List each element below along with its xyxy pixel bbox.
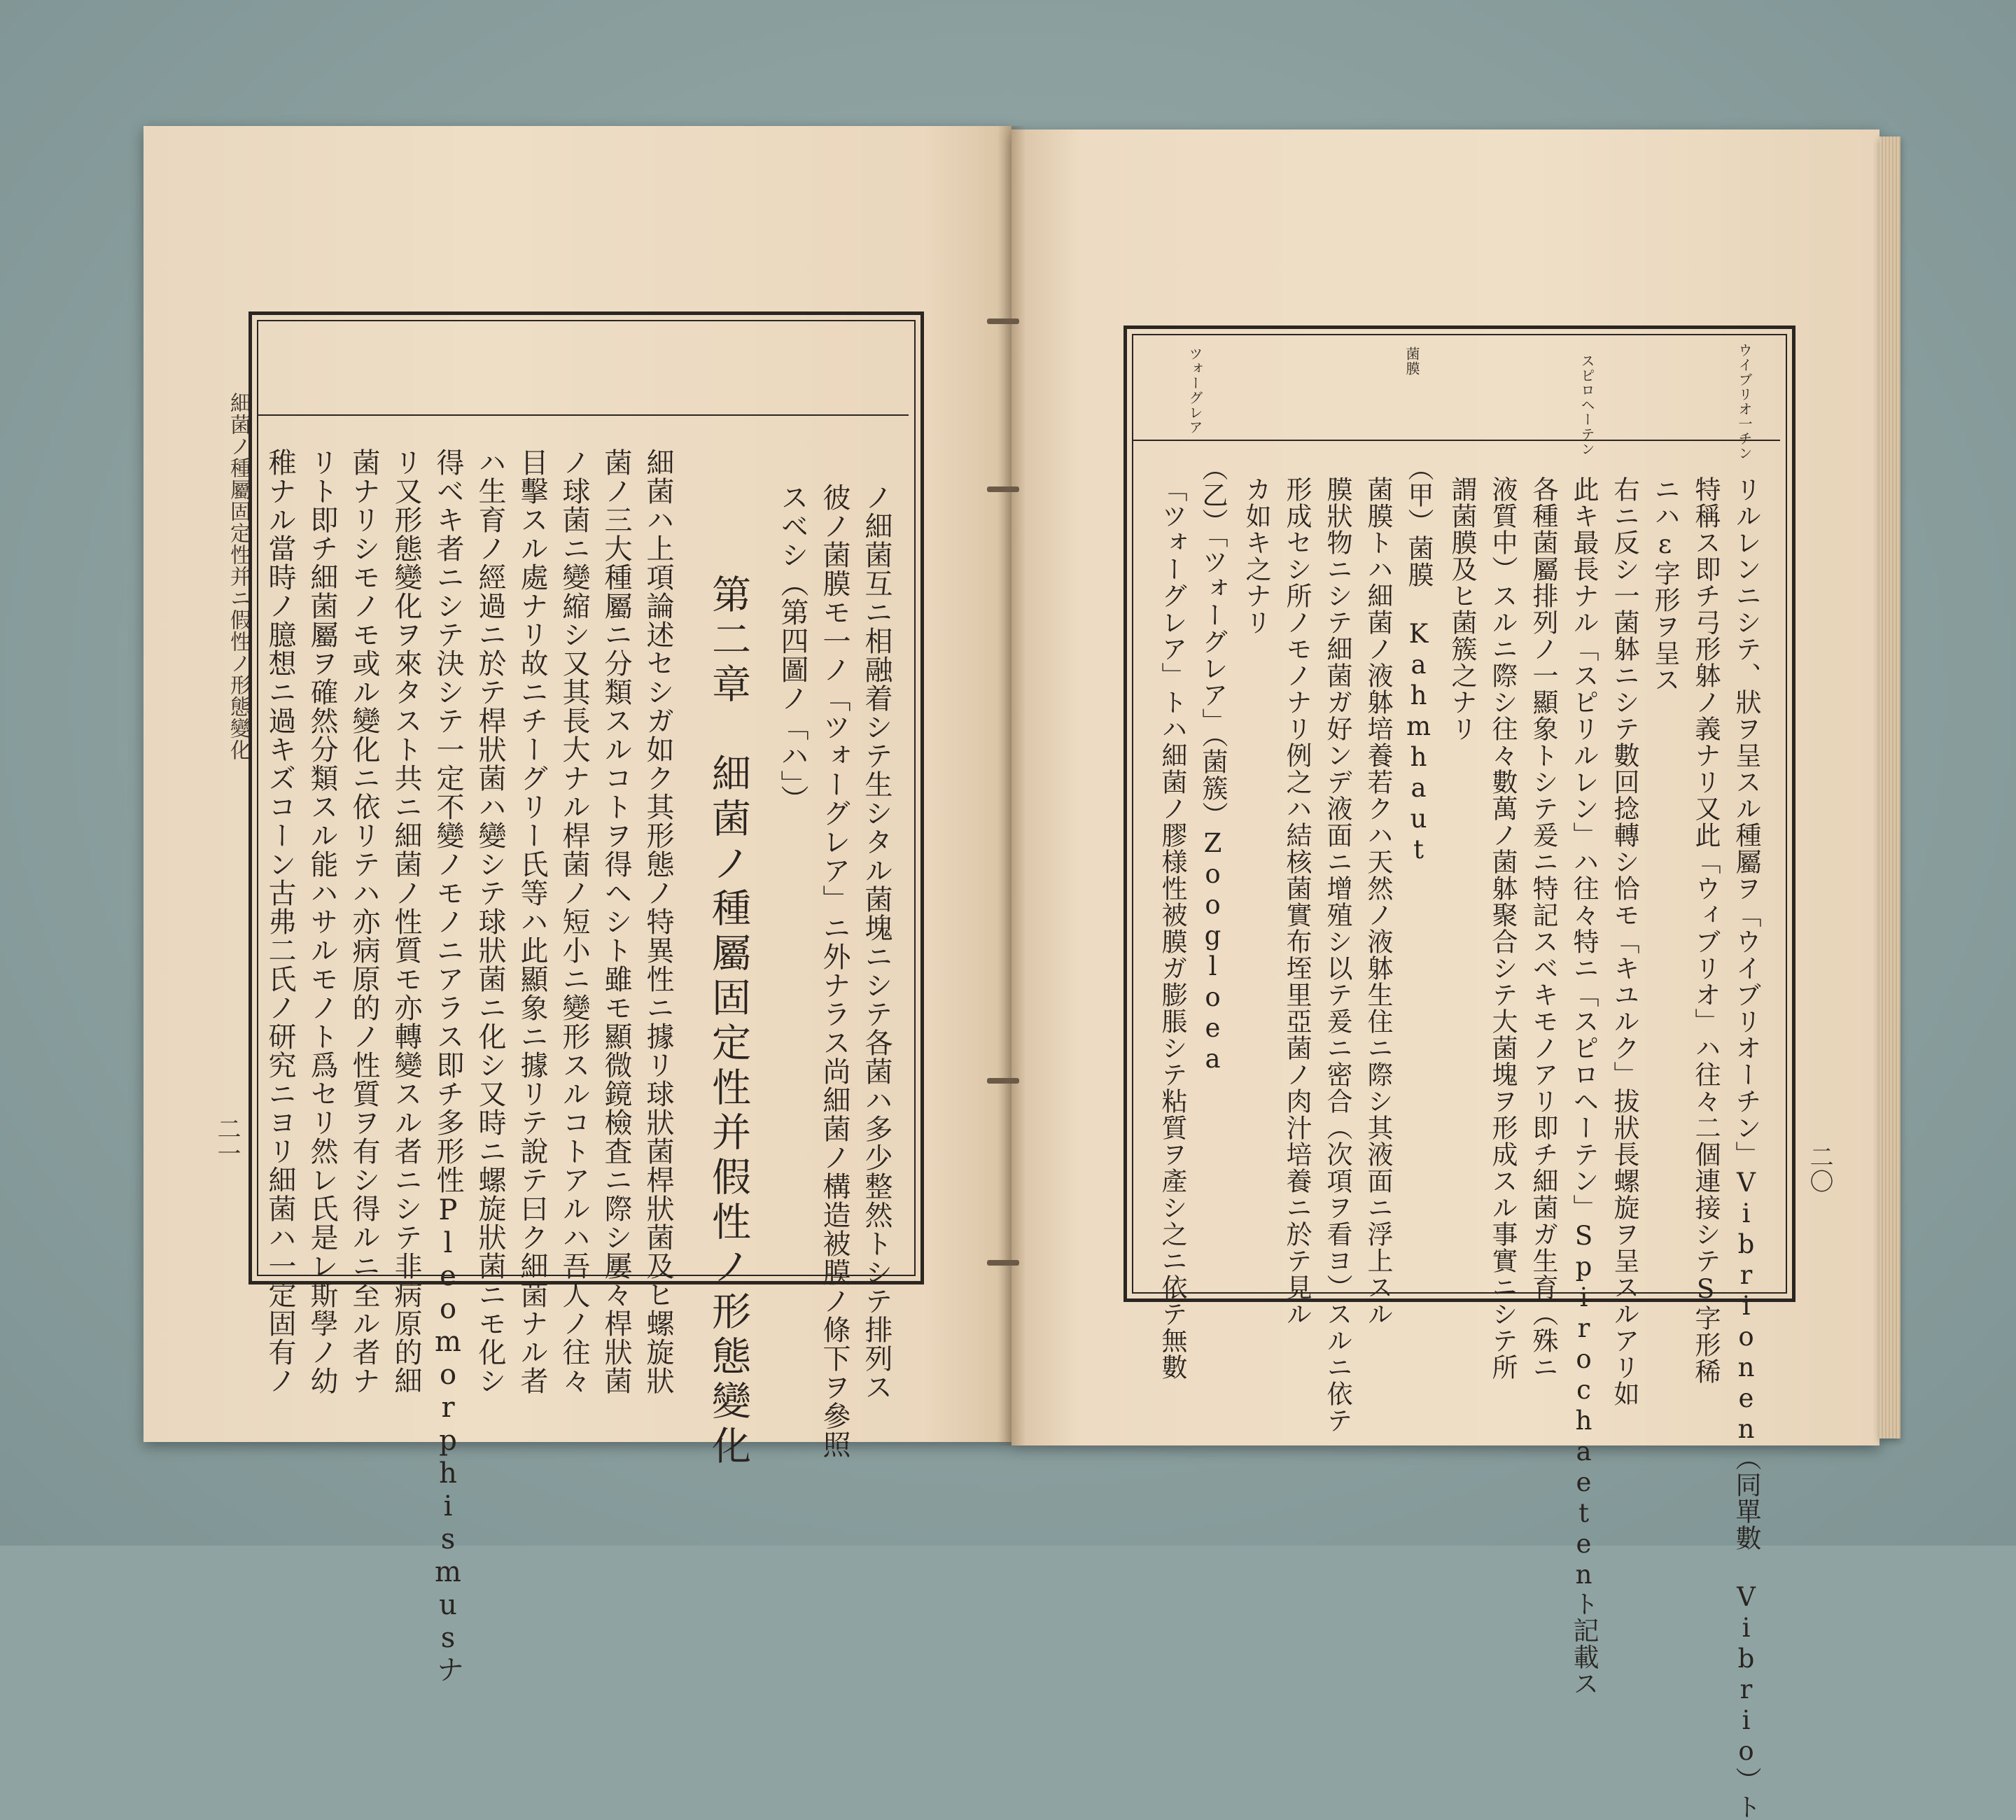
page-edges — [1879, 136, 1900, 1438]
text-column: 彼ノ菌膜モ一ノ「ツォーグレア」ニ外ナラス尚細菌ノ構造被膜ノ條下ヲ參照 — [818, 483, 850, 1459]
text-column: 此キ最長ナル「スピリルレン」ハ往々特ニ「スピロヘーテン」Spirochaetenト記載ス — [1569, 476, 1599, 1697]
text-column: 菌ノ三大種屬ニ分類スルコトヲ得ヘシト雖モ顯微鏡檢査ニ際シ屢々桿狀菌 — [600, 448, 632, 1395]
text-column: 菌膜トハ細菌ノ液躰培養若クハ天然ノ液躰生住ニ際シ其液面ニ浮上スル — [1363, 476, 1393, 1327]
running-head: 細菌ノ種屬固定性并ニ假性ノ形態變化 — [226, 392, 251, 761]
text-column: 各種菌屬排列ノ一顯象トシテ爰ニ特記スベキモノアリ即チ細菌ガ生育（殊ニ — [1528, 476, 1558, 1380]
header-rule-left — [258, 414, 909, 416]
page-number-left: 二一 — [213, 1116, 241, 1166]
section-heading: （甲）菌膜 Kahmhaut — [1404, 455, 1434, 865]
text-column: ノ球菌ニ變縮シ又其長大ナル桿菌ノ短小ニ變形スルコトアルハ吾人ノ往々 — [558, 448, 590, 1395]
text-column: スベシ（第四圖ノ「ハ」） — [776, 483, 808, 813]
text-column: リト即チ細菌屬ヲ確然分類スル能ハサルモノト爲セリ然レ氏是レ斯學ノ幼 — [306, 448, 338, 1395]
header-rule-right — [1133, 440, 1780, 441]
text-column: 液質中）スルニ際シ往々數萬ノ菌躰聚合シテ大菌塊ヲ形成スル事實ニシテ所 — [1488, 476, 1518, 1380]
binding-stitch — [987, 1260, 1019, 1266]
page-number-right: 二〇 — [1805, 1144, 1833, 1194]
text-column: 右ニ反シ一菌躰ニシテ數回捻轉シ恰モ「キユルク」拔狀長螺旋ヲ呈スルアリ如 — [1609, 476, 1639, 1407]
binding-stitch — [987, 318, 1019, 324]
binding-stitch — [987, 1078, 1019, 1084]
text-column: 「ツォーグレア」トハ細菌ノ膠様性被膜ガ膨脹シテ粘質ヲ產シ之ニ依テ無數 — [1157, 476, 1187, 1380]
section-heading: （乙）「ツォーグレア」（菌簇）Zoogloea — [1198, 455, 1228, 1074]
margin-gloss: ツォーグレア — [1186, 346, 1203, 435]
text-column: カ如キ之ナリ — [1241, 476, 1271, 636]
text-column: 菌ナリシモノモ或ル變化ニ依リテハ亦病原的ノ性質ヲ有シ得ルニ至ル者ナ — [348, 448, 380, 1395]
chapter-title: 第二章 細菌ノ種屬固定性并假性ノ形態變化 — [706, 574, 751, 1470]
text-column: 謂菌膜及ヒ菌簇之ナリ — [1447, 476, 1477, 742]
text-column: リルレンニシテ、狀ヲ呈スル種屬ヲ「ウイブリオーチン」Vibrionen（同單數 Vibrio）ト — [1731, 476, 1761, 1820]
text-column: 得ベキ者ニシテ決シテ一定不變ノモノニアラス即チ多形性Pleomorphismusナ — [432, 448, 464, 1684]
text-column: 膜狀物ニシテ細菌ガ好ンデ液面ニ增殖シ以テ爰ニ密合（次項ヲ看ヨ）スルニ依テ — [1322, 476, 1352, 1434]
text-column: 目擊スル處ナリ故ニチーグリー氏等ハ此顯象ニ據リテ說テ曰ク細菌ナル者 — [516, 448, 548, 1395]
text-column: リ又形態變化ヲ來タスト共ニ細菌ノ性質モ亦轉變スル者ニシテ非病原的細 — [390, 448, 422, 1395]
text-column: 稚ナル當時ノ臆想ニ過キズコーン古弗二氏ノ研究ニヨリ細菌ハ一定固有ノ — [264, 448, 296, 1395]
text-column: ニハε字形ヲ呈ス — [1650, 476, 1680, 693]
text-column: ハ生育ノ經過ニ於テ桿狀菌ハ變シテ球狀菌ニ化シ又時ニ螺旋狀菌ニモ化シ — [474, 448, 506, 1395]
margin-gloss: 菌膜 — [1404, 346, 1420, 376]
margin-gloss: ウイブリオ一チン — [1736, 343, 1753, 461]
binding-stitch — [987, 486, 1019, 492]
text-column: 特稱ス即チ弓形躰ノ義ナリ又此「ウィブリオ」ハ往々二個連接シテS字形稀 — [1690, 476, 1721, 1385]
text-column: 形成セシ所ノモノナリ例之ハ結核菌實布垤里亞菌ノ肉汁培養ニ於テ見ル — [1282, 476, 1312, 1327]
text-column: 細菌ハ上項論述セシガ如ク其形態ノ特異性ニ據リ球狀菌桿狀菌及ヒ螺旋狀 — [642, 448, 674, 1395]
margin-gloss: スピロヘーテン — [1578, 354, 1595, 456]
text-column: ノ細菌互ニ相融着シテ生シタル菌塊ニシテ各菌ハ多少整然トシテ排列ス — [860, 483, 892, 1401]
